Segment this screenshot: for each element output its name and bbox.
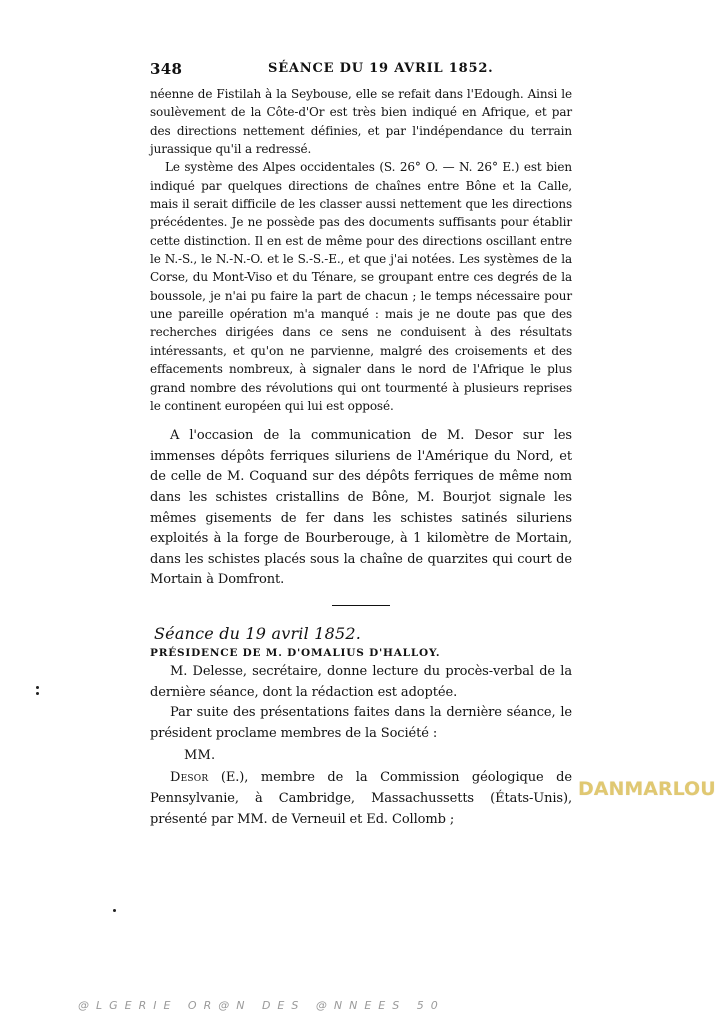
page-text <box>150 85 572 830</box>
paragraph-occasion: A l'occasion de la communication de M. Desor sur les immenses dépôts ferriques siluriens de l'Amérique du Nord, et de celle de M. Coquand sur des dépôts ferriques de même nom dans les schistes cristallins de Bône, M. Bourjot signale les mêmes gisements de fer dans les schistes satinés siluriens exploités à la forge de Bourberouge, à 1 kilomètre de Mortain, dans les schistes placés sous la chaîne de quarzites qui court de Mortain à Domfront. <box>150 428 572 588</box>
seance-title: Séance du 19 avril 1852. <box>154 623 362 643</box>
page-number: 348 <box>150 60 183 78</box>
paragraph-alpes: Le système des Alpes occidentales (S. 26° O. — N. 26° E.) est bien indiqué par quelques directions de chaînes entre Bône et la Calle, mais il serait difficile de les classer aussi nettement que les directions précédentes. Je ne possède pas des documents suffisants pour établir cette distinction. Il en est de même pour des directions oscillant entre le N.-S., le N.-N.-O. et le S.-S.-E., et que j'ai notées. Les systèmes de la Corse, du Mont-Viso et du Ténare, se groupant entre ces degrés de la boussole, je n'ai pu faire la part de chacun ; le temps nécessaire pour une pareille opération m'a manqué : mais je ne doute pas que des recherches dirigées dans ce sens ne conduisent à des résultats intéressants, et qu'on ne parvienne, malgré des croisements et des effacements nombreux, à signaler dans le nord de l'Afrique le plus grand nombre des révolutions qui ont tourmenté à plusieurs reprises le continent européen qui lui est opposé. <box>150 160 572 413</box>
section-divider <box>332 605 390 606</box>
footer-watermark: @LGERIE OR@N DES @NNEES 50 <box>78 999 445 1012</box>
presidence-heading: PRÉSIDENCE DE M. D'OMALIUS D'HALLOY. <box>150 646 441 659</box>
members-heading: MM. <box>184 748 216 764</box>
side-watermark: DANMARLOU <box>578 778 716 800</box>
member-details-desor: (E.), membre de la Commission géologique de Pennsylvanie, à Cambridge, Massachussetts (États-Unis), présenté par MM. de Verneuil et Ed. Collomb ; <box>150 770 572 827</box>
paragraph-member-desor <box>150 768 572 830</box>
page-header <box>150 60 575 82</box>
member-name-desor: Desor <box>170 770 209 786</box>
margin-dot <box>36 686 39 689</box>
paragraph-presentations: Par suite des présentations faites dans la dernière séance, le président proclame membres de la Société : <box>150 705 572 741</box>
paragraph-continuation: néenne de Fistilah à la Seybouse, elle se refait dans l'Edough. Ainsi le soulèvement de la Côte-d'Or est très bien indiqué en Afrique, et par des directions nettement définies, et par l'indépendance du terrain jurassique qu'il a redressé. <box>150 87 572 157</box>
margin-dot <box>36 692 39 695</box>
margin-dot <box>113 909 116 912</box>
running-head: SÉANCE DU 19 AVRIL 1852. <box>268 61 494 76</box>
paragraph-delesse: M. Delesse, secrétaire, donne lecture du procès-verbal de la dernière séance, dont la rédaction est adoptée. <box>150 663 572 700</box>
